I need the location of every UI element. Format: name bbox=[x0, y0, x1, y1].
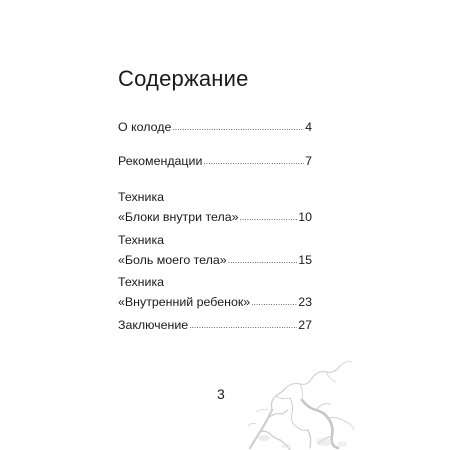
toc-entry bbox=[118, 272, 312, 315]
page-number: 3 bbox=[217, 386, 225, 402]
toc-entry-page: 15 bbox=[298, 253, 312, 267]
toc-entry-prefix: Техника bbox=[118, 275, 165, 289]
toc-entry-label: О колоде bbox=[118, 120, 172, 134]
toc-entry-line bbox=[118, 250, 312, 270]
dot-leader bbox=[228, 251, 298, 271]
dot-leader bbox=[203, 152, 304, 172]
toc-entry bbox=[118, 315, 312, 335]
toc-entry-line bbox=[118, 117, 312, 137]
dot-leader bbox=[172, 118, 304, 138]
dot-leader bbox=[240, 208, 298, 228]
toc-entry-heading bbox=[118, 187, 312, 207]
toc-entry-page: 10 bbox=[298, 210, 312, 224]
toc-entry-prefix: Техника bbox=[118, 190, 165, 204]
crackle-texture-icon bbox=[246, 352, 356, 450]
toc-entry-page: 27 bbox=[298, 318, 312, 332]
toc-entry-label: «Блоки внутри тела» bbox=[118, 210, 239, 224]
dot-leader bbox=[189, 316, 297, 336]
toc-entry-label: Заключение bbox=[118, 318, 189, 332]
toc-entry-page: 7 bbox=[305, 154, 312, 168]
toc-entry-page: 23 bbox=[298, 295, 312, 309]
toc-entry-line bbox=[118, 207, 312, 227]
toc-entry bbox=[118, 187, 312, 230]
toc-entry bbox=[118, 117, 312, 151]
toc-entry bbox=[118, 230, 312, 272]
toc-entry-label: «Боль моего тела» bbox=[118, 253, 227, 267]
dot-leader bbox=[251, 293, 297, 313]
toc-entry-prefix: Техника bbox=[118, 233, 165, 247]
page-title: Содержание bbox=[118, 66, 249, 91]
toc-entry-heading bbox=[118, 230, 312, 250]
toc-entry bbox=[118, 151, 312, 187]
toc-entry-heading bbox=[118, 272, 312, 292]
toc-entry-label: «Внутренний ребенок» bbox=[118, 295, 251, 309]
toc-entry-page: 4 bbox=[305, 120, 312, 134]
toc-entry-line bbox=[118, 292, 312, 312]
table-of-contents bbox=[118, 117, 312, 335]
toc-entry-label: Рекомендации bbox=[118, 154, 203, 168]
toc-entry-line bbox=[118, 151, 312, 171]
toc-entry-line bbox=[118, 315, 312, 335]
